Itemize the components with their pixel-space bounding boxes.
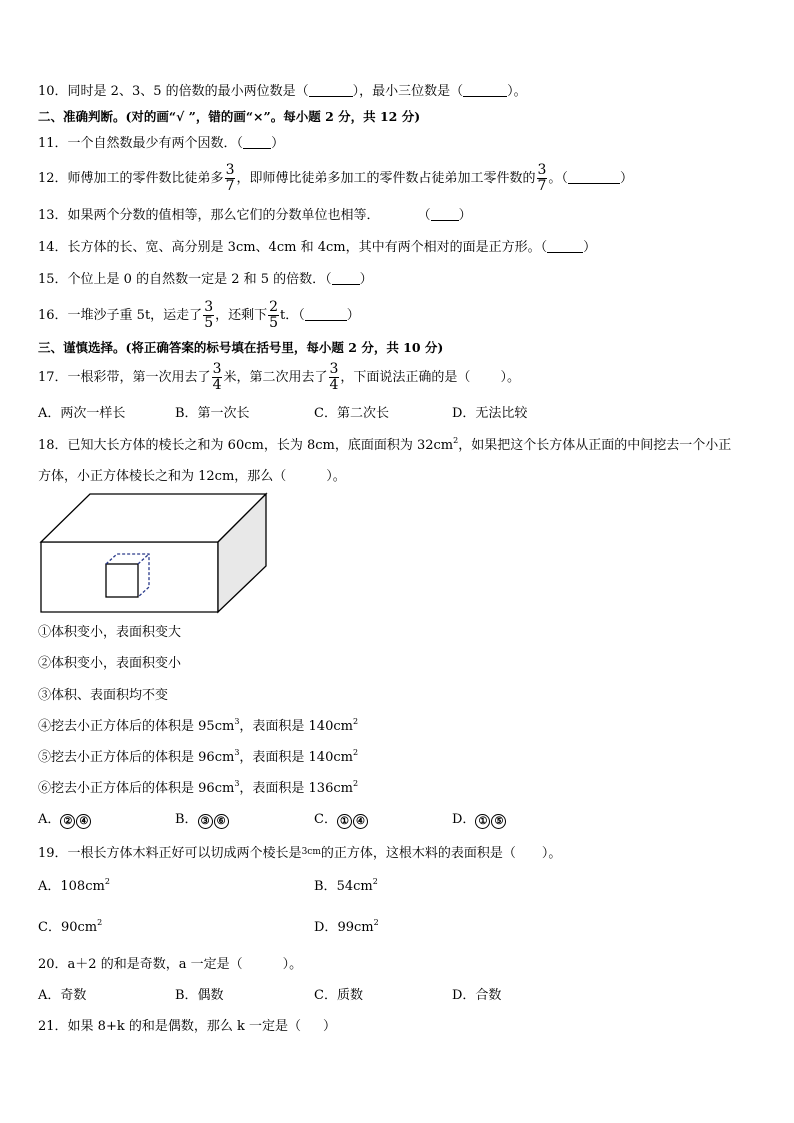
option-b[interactable]: B． ③ ⑥ xyxy=(175,812,230,829)
question-15 xyxy=(38,272,373,288)
circled-number: ④ xyxy=(76,814,91,829)
question-text: ，下面说法正确的是（ xyxy=(340,370,471,385)
question-number: 18． xyxy=(38,438,68,453)
option-d[interactable]: D．合数 xyxy=(452,988,502,1003)
option-a[interactable]: A．奇数 xyxy=(38,988,87,1003)
option-d[interactable]: D． ① ⑤ xyxy=(452,812,507,829)
circled-number: ④ xyxy=(353,814,368,829)
small-cube-front xyxy=(106,564,138,597)
question-text: 如果 8+k 的和是偶数，那么 k 一定是（ xyxy=(67,1019,301,1034)
question-21 xyxy=(38,1019,336,1035)
question-text: 。（ xyxy=(548,171,568,186)
question-text: 3cm xyxy=(301,847,321,857)
answer-blank[interactable] xyxy=(243,136,271,149)
answer-blank[interactable] xyxy=(463,84,507,97)
circled-number: ③ xyxy=(198,814,213,829)
question-20 xyxy=(38,957,302,973)
question-text: ） xyxy=(458,208,472,223)
option-b[interactable]: B．$54cm^2$ xyxy=(314,877,378,894)
question-text: ，即师傅比徒弟多加工的零件数占徒弟加工零件数的 xyxy=(236,171,536,186)
question-text: ） xyxy=(271,136,285,151)
fraction: $\frac{3}{5}$ xyxy=(204,299,214,331)
question-text: ）。 xyxy=(326,469,346,484)
section-heading-2: 二、准确判断。(对的画“√ ”，错的画“×”。每小题 2 分，共 12 分) xyxy=(38,109,421,124)
option-c[interactable]: C． ① ④ xyxy=(314,812,369,829)
question-text: 已知大长方体的棱长之和为 60cm，长为 8cm，底面面积为 32cm xyxy=(67,438,454,453)
question-17 xyxy=(38,362,520,393)
question-number: 12． xyxy=(38,171,68,186)
option-c[interactable]: C．第二次长 xyxy=(314,406,389,421)
question-number: 14． xyxy=(38,240,68,255)
question-number: 21． xyxy=(38,1019,68,1034)
question-text: 一个自然数最少有两个因数．（ xyxy=(67,136,244,151)
choice-4: ④挖去小正方体后的体积是 $95cm^3$，表面积是 $140cm^2$ xyxy=(38,717,359,734)
option-b[interactable]: B．第一次长 xyxy=(175,406,250,421)
question-text: 同时是 2、3、5 的倍数的最小两位数是（ xyxy=(67,84,309,99)
circled-number: ① xyxy=(475,814,490,829)
answer-blank[interactable] xyxy=(547,240,583,253)
answer-blank[interactable] xyxy=(305,308,347,321)
cuboid-diagram xyxy=(38,492,270,616)
question-text: ） xyxy=(359,272,373,287)
question-number: 19． xyxy=(38,846,68,861)
question-number: 10． xyxy=(38,84,68,99)
question-text: ）。 xyxy=(282,957,303,972)
question-text: ，还剩下 xyxy=(215,308,268,323)
question-text: t．（ xyxy=(280,308,305,323)
question-18-line1 xyxy=(38,438,731,454)
choice-6: ⑥挖去小正方体后的体积是 $96cm^3$，表面积是 $136cm^2$ xyxy=(38,779,359,796)
question-text: a＋2 的和是奇数，a 一定是（ xyxy=(67,957,243,972)
superscript: 2 xyxy=(453,436,459,445)
question-text: 长方体的长、宽、高分别是 3cm、4cm 和 4cm，其中有两个相对的面是正方形。（ xyxy=(67,240,548,255)
question-text: 一堆沙子重 5t，运走了 xyxy=(67,308,203,323)
question-text: ）。 xyxy=(507,84,527,99)
fraction: $\frac{2}{5}$ xyxy=(269,299,279,331)
section-heading-3: 三、谨慎选择。(将正确答案的标号填在括号里，每小题 2 分，共 10 分) xyxy=(38,340,444,355)
option-d[interactable]: D．无法比较 xyxy=(452,406,528,421)
question-18-line2 xyxy=(38,469,346,485)
question-text: 个位上是 0 的自然数一定是 2 和 5 的倍数．（ xyxy=(67,272,332,287)
option-a[interactable]: A． ② ④ xyxy=(38,812,92,829)
question-text: 米，第二次用去了 xyxy=(223,370,328,385)
answer-blank[interactable] xyxy=(568,171,620,184)
option-b[interactable]: B．偶数 xyxy=(175,988,224,1003)
question-14 xyxy=(38,240,596,256)
choice-5: ⑤挖去小正方体后的体积是 $96cm^3$，表面积是 $140cm^2$ xyxy=(38,748,359,765)
option-a[interactable]: A．$108cm^2$ xyxy=(38,877,110,894)
question-text: ） xyxy=(583,240,597,255)
circled-number: ① xyxy=(337,814,352,829)
option-a[interactable]: A．两次一样长 xyxy=(38,406,126,421)
question-number: 17． xyxy=(38,370,68,385)
fraction: $\frac{3}{4}$ xyxy=(212,361,222,393)
option-d[interactable]: D．$99cm^2$ xyxy=(314,918,379,935)
question-text: 如果两个分数的值相等，那么它们的分数单位也相等． xyxy=(67,208,380,223)
option-c[interactable]: C．$90cm^2$ xyxy=(38,918,103,935)
question-10 xyxy=(38,84,527,100)
question-text: 方体，小正方体棱长之和为 12cm，那么（ xyxy=(38,469,287,484)
question-number: 16． xyxy=(38,308,68,323)
question-text: ） xyxy=(323,1019,337,1034)
circled-number: ⑤ xyxy=(491,814,506,829)
question-19 xyxy=(38,844,561,862)
choice-3: ③体积、表面积均不变 xyxy=(38,688,169,703)
answer-blank[interactable] xyxy=(431,208,459,221)
question-number: 13． xyxy=(38,208,68,223)
circled-number: ⑥ xyxy=(214,814,229,829)
question-text: 一根长方体木料正好可以切成两个棱长是 xyxy=(67,846,302,861)
question-13 xyxy=(38,208,472,224)
question-text: 师傅加工的零件数比徒弟多 xyxy=(67,171,224,186)
choice-1: ①体积变小，表面积变大 xyxy=(38,625,182,640)
answer-blank[interactable] xyxy=(332,272,360,285)
question-text: 的正方体，这根木料的表面积是（ xyxy=(320,846,516,861)
question-16 xyxy=(38,300,360,331)
question-11 xyxy=(38,136,284,152)
question-text: ） xyxy=(619,171,633,186)
question-text: ） xyxy=(346,308,360,323)
question-number: 20． xyxy=(38,957,68,972)
question-text: （ xyxy=(417,208,431,223)
question-number: 11． xyxy=(38,136,68,151)
question-text: ）。 xyxy=(541,846,562,861)
fraction: $\frac{3}{7}$ xyxy=(225,162,235,194)
circled-number: ② xyxy=(60,814,75,829)
fraction: $\frac{3}{7}$ xyxy=(537,162,547,194)
question-text: ，如果把这个长方体从正面的中间挖去一个小正 xyxy=(458,438,732,453)
question-12 xyxy=(38,163,633,194)
option-c[interactable]: C．质数 xyxy=(314,988,363,1003)
question-text: ），最小三位数是（ xyxy=(352,84,464,99)
choice-2: ②体积变小，表面积变小 xyxy=(38,656,182,671)
answer-blank[interactable] xyxy=(309,84,353,97)
question-text: ）。 xyxy=(500,370,520,385)
question-text: 一根彩带，第一次用去了 xyxy=(67,370,211,385)
question-number: 15． xyxy=(38,272,68,287)
fraction: $\frac{3}{4}$ xyxy=(329,361,339,393)
